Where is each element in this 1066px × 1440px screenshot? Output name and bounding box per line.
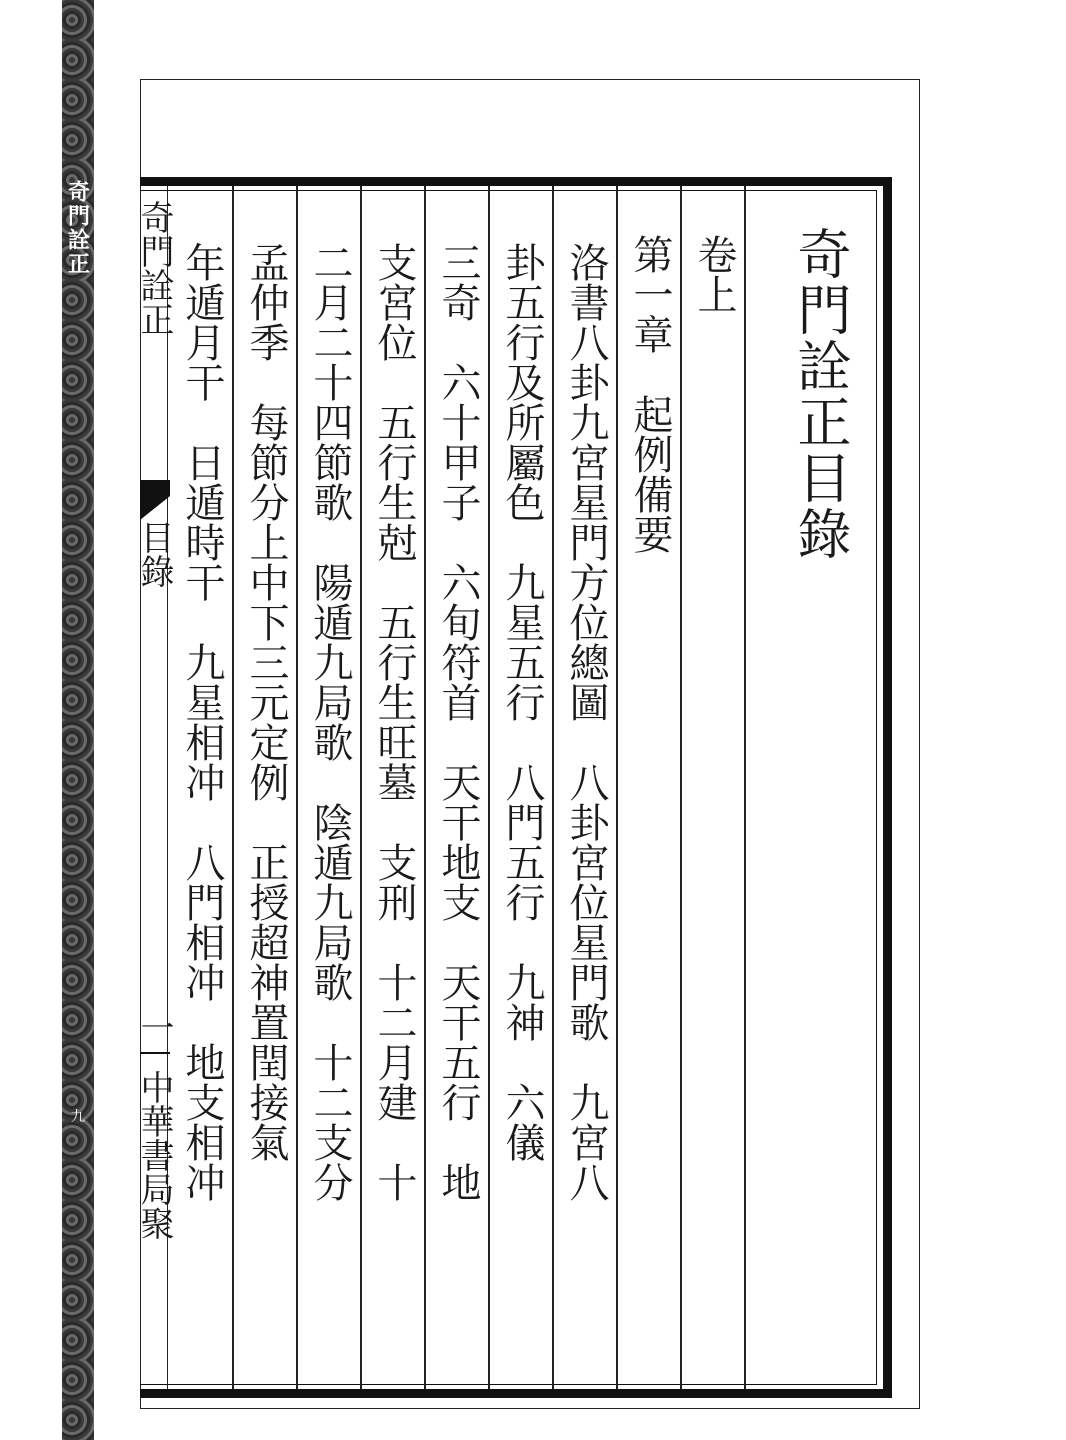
toc-entry: 三奇 六十甲子 六旬符首 天干地支 天干五行 地	[435, 242, 481, 1202]
column-rule	[296, 186, 298, 1389]
column-rule	[552, 186, 554, 1389]
chapter-heading: 第一章 起例備要	[627, 234, 673, 554]
margin-section: 目錄	[134, 520, 174, 588]
margin-folio: 一	[134, 1010, 174, 1044]
margin-book-title: 奇門詮正	[134, 200, 174, 336]
margin-divider	[140, 1052, 170, 1054]
toc-entry: 卦五行及所屬色 九星五行 八門五行 九神 六儀	[499, 242, 545, 1162]
column-rule	[744, 186, 746, 1389]
column-rule	[424, 186, 426, 1389]
margin-publisher: 中華書局聚	[134, 1070, 174, 1240]
toc-entry: 洛書八卦九宮星門方位總圖 八卦宮位星門歌 九宮八	[563, 242, 609, 1202]
volume-heading: 卷上	[691, 234, 737, 314]
toc-entry: 支宮位 五行生尅 五行生旺墓 支刑 十二月建 十	[371, 242, 417, 1202]
book-spine	[62, 0, 94, 1440]
column-rule	[680, 186, 682, 1389]
page-number: 九	[71, 1109, 85, 1125]
toc-entry: 孟仲季 每節分上中下三元定例 正授超神置閏接氣	[243, 242, 289, 1162]
column-rule	[488, 186, 490, 1389]
toc-entry: 二月二十四節歌 陽遁九局歌 陰遁九局歌 十二支分	[307, 242, 353, 1202]
column-rule	[232, 186, 234, 1389]
page-title: 奇門詮正目錄	[789, 226, 852, 562]
spine-title: 奇門詮正	[64, 180, 91, 276]
column-rule	[616, 186, 618, 1389]
column-rule	[360, 186, 362, 1389]
toc-entry: 年遁月干 日遁時干 九星相冲 八門相冲 地支相冲	[179, 242, 225, 1202]
